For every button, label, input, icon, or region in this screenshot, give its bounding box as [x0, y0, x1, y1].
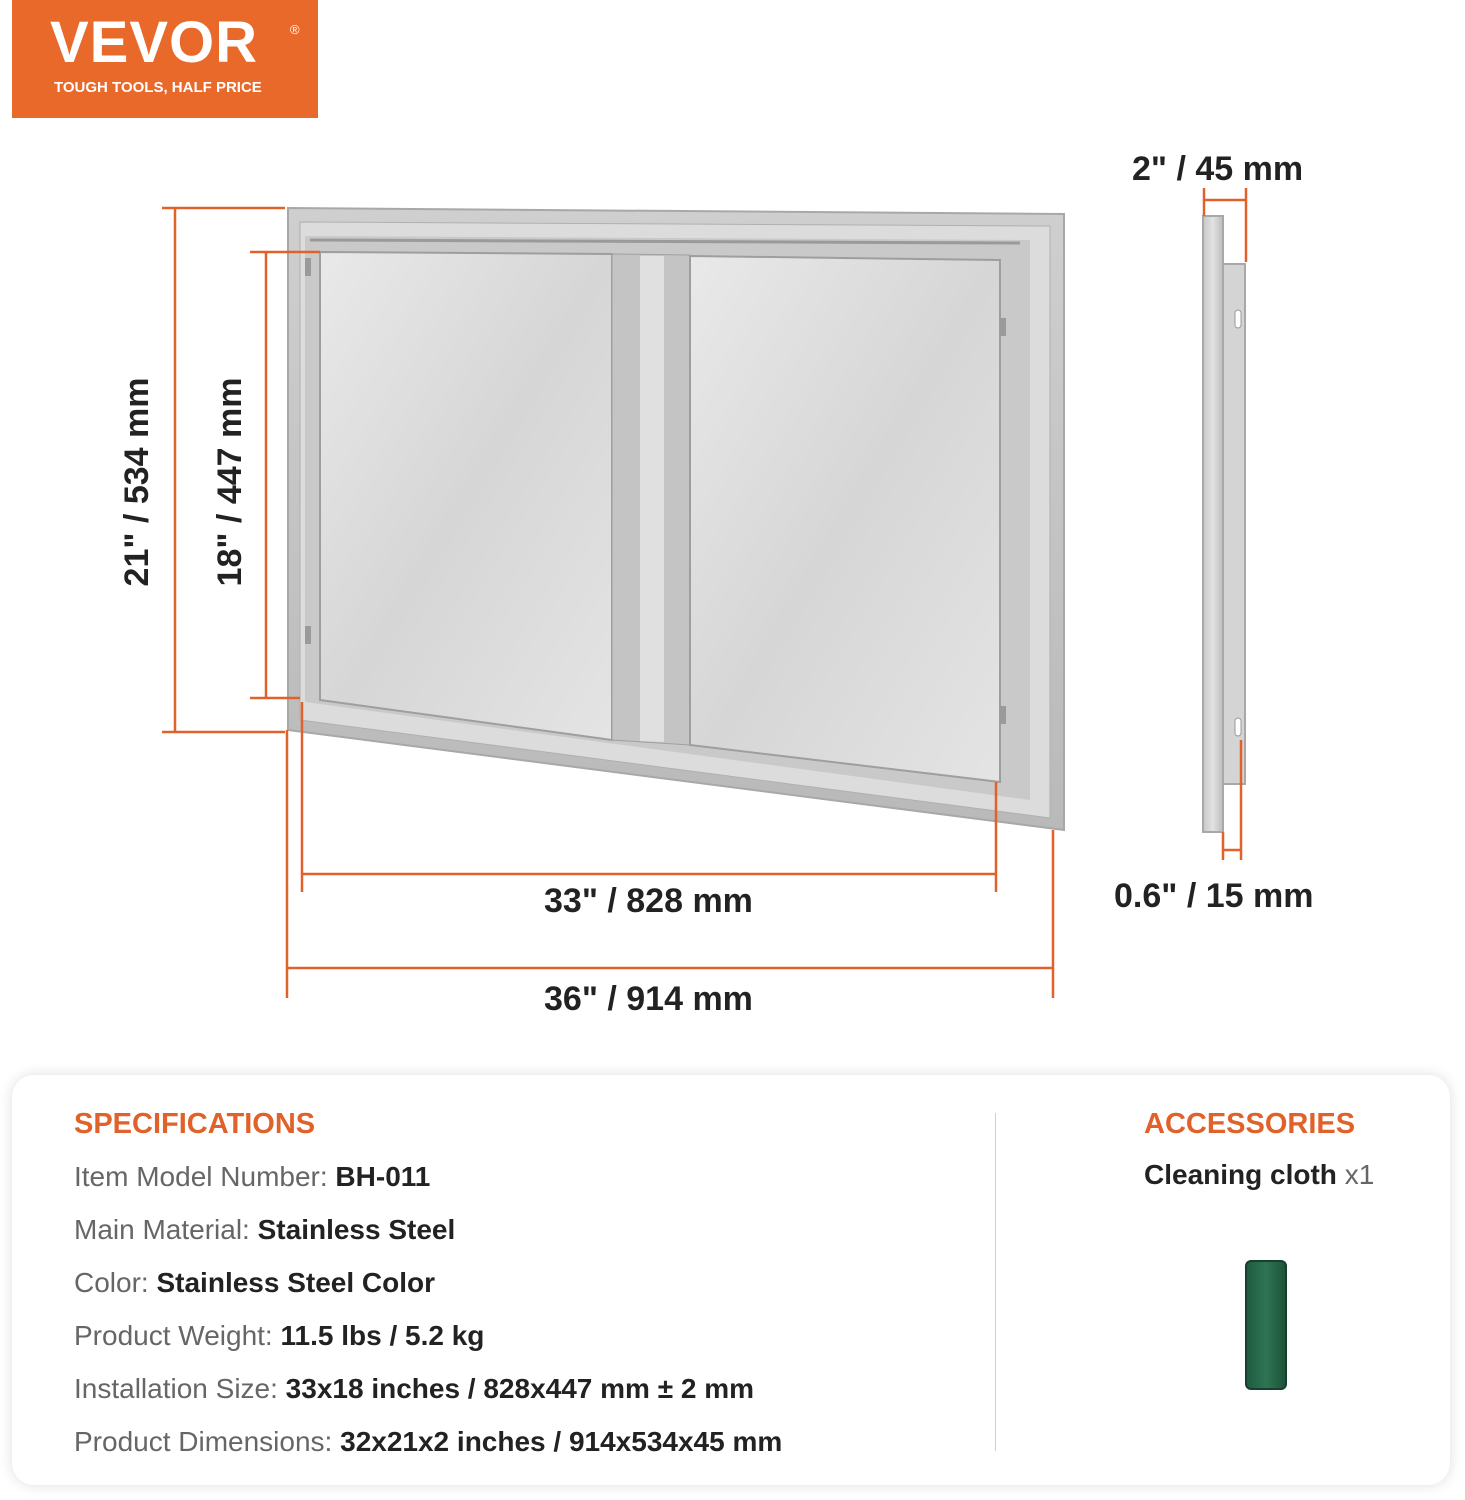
registered-mark: ®: [290, 22, 300, 37]
spec-value: BH-011: [335, 1161, 431, 1192]
total-width-label: 36" / 914 mm: [544, 980, 753, 1018]
spec-value: Stainless Steel: [257, 1214, 456, 1245]
brand-tagline: TOUGH TOOLS, HALF PRICE: [54, 79, 262, 96]
spec-row: [74, 1163, 430, 1191]
spec-label: Product Weight:: [74, 1320, 273, 1351]
center-mullion: [612, 254, 690, 745]
spec-row: [74, 1269, 435, 1297]
spec-value: Stainless Steel Color: [156, 1267, 436, 1298]
cleaning-cloth-icon: [1242, 1255, 1290, 1395]
spec-label: Item Model Number:: [74, 1161, 328, 1192]
accessory-item: [1144, 1161, 1374, 1189]
spec-label: Color:: [74, 1267, 149, 1298]
side-profile: [1203, 216, 1245, 832]
left-door-panel: [320, 252, 612, 740]
spec-value: 32x21x2 inches / 914x534x45 mm: [340, 1426, 783, 1457]
inner-height-label: 18" / 447 mm: [211, 377, 249, 587]
spec-row: [74, 1375, 754, 1403]
total-height-label: 21" / 534 mm: [118, 377, 156, 587]
flange-label: 0.6" / 15 mm: [1114, 877, 1314, 915]
spec-row: [74, 1428, 782, 1456]
card-divider: [995, 1113, 996, 1451]
spec-value: 11.5 lbs / 5.2 kg: [280, 1320, 485, 1351]
depth-label: 2" / 45 mm: [1132, 150, 1304, 188]
spec-label: Product Dimensions:: [74, 1426, 333, 1457]
accessories-heading: ACCESSORIES: [1144, 1108, 1356, 1140]
specifications-heading: SPECIFICATIONS: [74, 1108, 316, 1140]
spec-row: [74, 1322, 484, 1350]
accessory-name: Cleaning cloth: [1144, 1159, 1337, 1190]
spec-value: 33x18 inches / 828x447 mm ± 2 mm: [285, 1373, 755, 1404]
inner-width-label: 33" / 828 mm: [544, 882, 753, 920]
brand-name: VEVOR: [50, 10, 259, 75]
spec-row: [74, 1216, 455, 1244]
spec-card: [12, 1075, 1450, 1485]
spec-label: Installation Size:: [74, 1373, 278, 1404]
spec-label: Main Material:: [74, 1214, 250, 1245]
accessory-qty: x1: [1344, 1159, 1375, 1190]
